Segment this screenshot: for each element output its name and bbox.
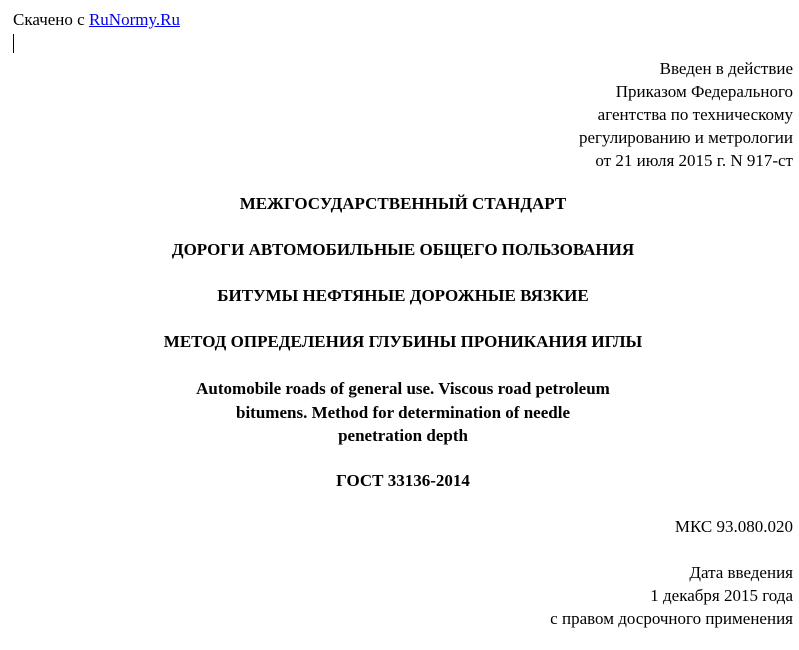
english-title-line: penetration depth [338,426,468,445]
introduction-date-block [550,561,793,630]
mks-code: МКС 93.080.020 [674,517,793,536]
heading-roads: ДОРОГИ АВТОМОБИЛЬНЫЕ ОБЩЕГО ПОЛЬЗОВАНИЯ [171,240,635,259]
approval-line: агентства по техническому [597,105,793,124]
approval-line: Введен в действие [659,59,793,78]
text-cursor [13,34,14,53]
english-title [0,377,799,448]
heading-interstate-standard: МЕЖГОСУДАРСТВЕННЫЙ СТАНДАРТ [239,194,567,213]
english-title-line: Automobile roads of general use. Viscous road petroleum [196,379,610,398]
introduction-line: с правом досрочного применения [550,609,793,628]
source-link[interactable]: RuNormy.Ru [88,10,180,29]
english-title-line: bitumens. Method for determination of needle [236,402,570,422]
heading-bitumen: БИТУМЫ НЕФТЯНЫЕ ДОРОЖНЫЕ ВЯЗКИЕ [217,286,589,305]
source-line [13,9,180,31]
approval-line: Приказом Федерального [615,82,793,101]
introduction-line: 1 декабря 2015 года [650,586,793,605]
heading-method: МЕТОД ОПРЕДЕЛЕНИЯ ГЛУБИНЫ ПРОНИКАНИЯ ИГЛЫ [163,332,643,351]
approval-block [579,57,793,172]
source-prefix: Скачено с [13,10,85,29]
introduction-line: Дата введения [689,563,793,582]
approval-line: от 21 июля 2015 г. N 917-ст [595,151,793,170]
gost-number: ГОСТ 33136-2014 [336,471,470,490]
approval-line: регулированию и метрологии [578,128,793,147]
